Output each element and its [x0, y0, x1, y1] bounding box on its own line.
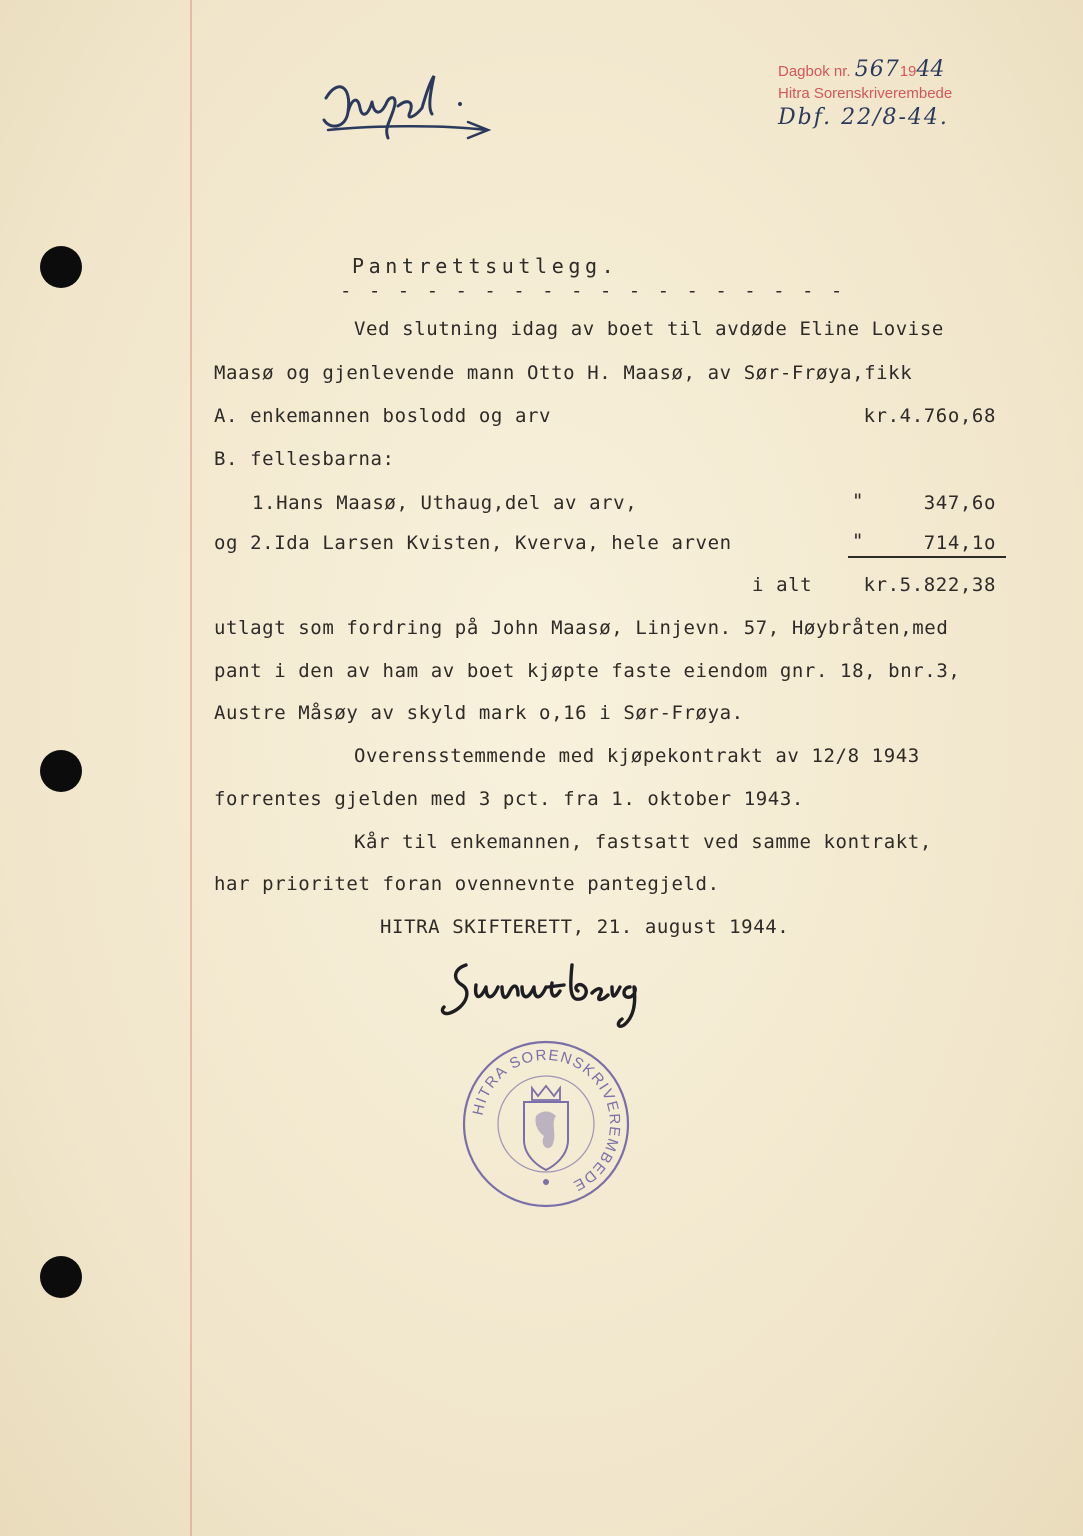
diary-line [778, 58, 1038, 82]
body-line-5: forrentes gjelden med 3 pct. fra 1. oktober 1943. [214, 788, 804, 810]
body-line-6: Kår til enkemannen, fastsatt ved samme kontrakt, [354, 831, 932, 853]
total-label: i alt [752, 574, 813, 596]
sum-underline [848, 556, 1006, 558]
seal-text: HITRA SORENSKRIVEREMBEDE [469, 1046, 624, 1195]
intro-line-1: Ved slutning idag av boet til avdøde Eline Lovise [354, 318, 944, 340]
handwritten-initials [318, 68, 498, 148]
diary-label: Dagbok nr. [778, 63, 851, 80]
item-b-label: B. fellesbarna: [214, 448, 395, 470]
diary-stamp [778, 58, 1038, 130]
document-title: Pantrettsutlegg. [352, 254, 619, 278]
item-b2-amount: 714,1o [923, 532, 996, 554]
item-b2-ditto: " [852, 530, 865, 552]
body-line-3: Austre Måsøy av skyld mark o,16 i Sør-Frøya. [214, 702, 744, 724]
punch-hole-bottom [40, 1256, 82, 1298]
body-line-7: har prioritet foran ovennevnte pantegjeld. [214, 873, 720, 895]
body-line-2: pant i den av ham av boet kjøpte faste eiendom gnr. 18, bnr.3, [214, 660, 961, 682]
title-underline: - - - - - - - - - - - - - - - - - - [340, 280, 846, 302]
item-a-label: A. enkemannen boslodd og arv [214, 405, 552, 427]
coat-of-arms-icon [524, 1086, 568, 1185]
item-b1-label: 1.Hans Maasø, Uthaug,del av arv, [252, 492, 638, 514]
office-name: Hitra Sorenskriverembede [778, 85, 953, 102]
diary-year-prefix: 19 [899, 63, 917, 80]
diary-year-suffix: 44 [916, 57, 945, 82]
place-date: HITRA SKIFTERETT, 21. august 1944. [380, 916, 790, 938]
item-b2-label: og 2.Ida Larsen Kvisten, Kverva, hele arven [214, 532, 732, 554]
punch-hole-top [40, 246, 82, 288]
dbf-note: Dbf. 22/8-44. [778, 105, 949, 130]
official-seal [458, 1036, 634, 1212]
margin-line [190, 0, 192, 1536]
item-a-amount: kr.4.76o,68 [863, 405, 996, 427]
body-line-4: Overensstemmende med kjøpekontrakt av 12/8 1943 [354, 745, 920, 767]
punch-hole-middle [40, 750, 82, 792]
item-b1-amount: 347,6o [923, 492, 996, 514]
intro-line-2: Maasø og gjenlevende mann Otto H. Maasø, av Sør-Frøya,fikk [214, 362, 913, 384]
diary-number: 567 [854, 57, 900, 82]
signature [436, 955, 656, 1035]
item-b1-ditto: " [852, 490, 865, 512]
total-amount: kr.5.822,38 [863, 574, 996, 596]
body-line-1: utlagt som fordring på John Maasø, Linjevn. 57, Høybråten,med [214, 617, 949, 639]
